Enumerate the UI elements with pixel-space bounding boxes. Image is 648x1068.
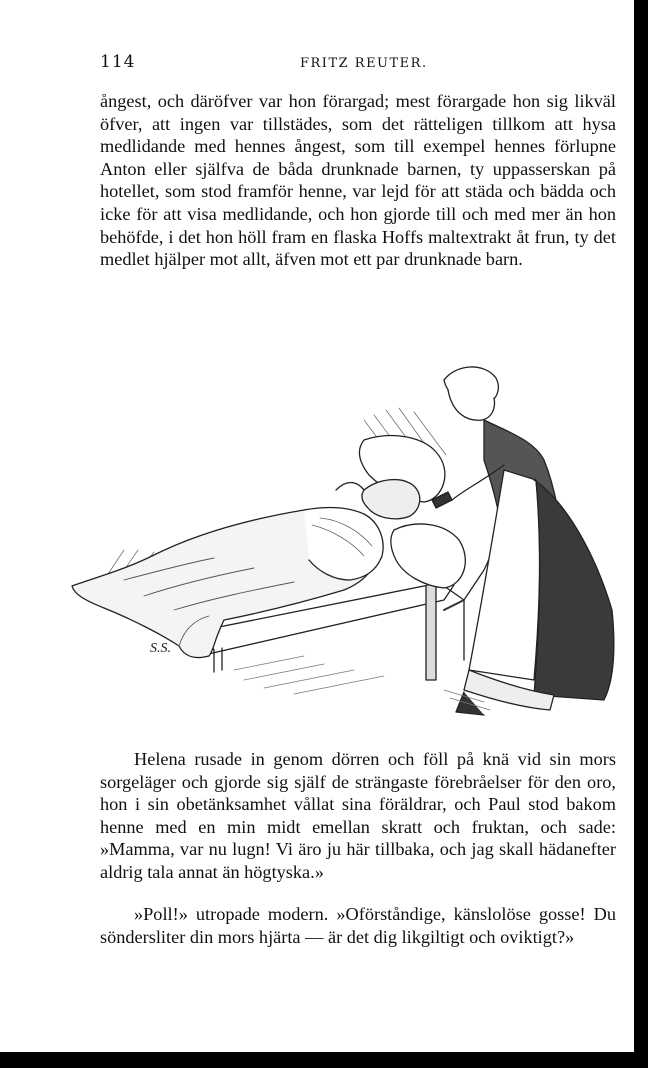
floor-hatching	[234, 656, 490, 710]
illustration-signature: S.S.	[150, 641, 171, 656]
page-number: 114	[100, 52, 136, 72]
scan-edge-bottom	[0, 1052, 648, 1068]
paragraph-3: »Poll!» utropade modern. »Oförståndige, känslolöse gosse! Du söndersliter din mors hjärta — är det dig likgiltigt och oviktigt?»	[100, 904, 616, 947]
scan-edge-right	[634, 0, 648, 1068]
paragraph-2: Helena rusade in genom dörren och föll på knä vid sin mors sorgeläger och gjorde sig själf de strängaste förebråelser för den oro, hon i sin obetänksamhet vållat sina föräldrar, och Paul stod bakom henne med en min midt emellan skratt och fruktan, och sade: »Mamma, var nu lugn! Vi äro ju här tillbaka, och jag skall hädanefter aldrig tala annat än högtyska.»	[100, 749, 616, 882]
running-title: FRITZ REUTER.	[300, 56, 428, 71]
illustration	[64, 350, 620, 730]
paragraph-1: ångest, och däröfver var hon förargad; mest förargade hon sig likväl öfver, att ingen var tillstädes, som det rätteligen tillkom att hysa medlidande med hennes ångest, som till exempel hennes förlupne Anton eller själfva de båda drunknade barnen, ty uppasserskan på hotellet, som stod framför henne, var lejd för att städa och bädda och icke för att visa medlidande, och hon gjorde till och med mer än hon behöfde, i det hon höll fram en flaska Hoffs maltextrakt åt frun, ty det medlet hjälper mot allt, äfven mot ett par drunknade barn.	[100, 91, 616, 270]
